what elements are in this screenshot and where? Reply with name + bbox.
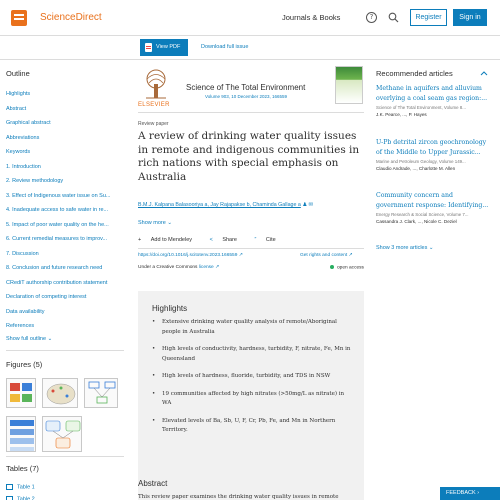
highlights-box: [138, 291, 364, 500]
table-icon: [6, 484, 13, 490]
figure-thumbnail-4[interactable]: [6, 416, 36, 452]
rec-authors: Claudio Andrade, ..., Charlotte M. Allen: [376, 166, 456, 171]
license-prefix: Under a Creative Commons: [138, 265, 198, 270]
register-button[interactable]: Register: [410, 9, 447, 26]
share-label: Share: [222, 237, 237, 243]
figure-thumbnail-3[interactable]: [84, 378, 118, 408]
tables-title: Tables (7): [6, 464, 39, 473]
view-pdf-button[interactable]: [140, 39, 188, 56]
rec-title[interactable]: U-Pb detrital zircon geochronology of the Middle to Upper Jurassic...: [376, 139, 487, 156]
cite-label: Cite: [265, 237, 276, 243]
outline-item[interactable]: 8. Conclusion and future research need: [6, 265, 103, 271]
outline-item[interactable]: References: [6, 323, 35, 329]
show-more-articles-button[interactable]: [376, 245, 434, 251]
chevron-down-icon: ⌄: [167, 220, 172, 226]
download-full-issue-link[interactable]: Download full issue: [201, 44, 249, 50]
rec-title[interactable]: Community concern and government response: Identifying...: [376, 192, 489, 209]
rec-source: Marine and Petroleum Geology, Volume 149...: [376, 159, 466, 164]
outline-item[interactable]: 7. Discussion: [6, 250, 39, 257]
show-more-label: Show more: [138, 220, 166, 226]
recommended-article-3[interactable]: [376, 191, 492, 224]
article-main: [138, 60, 364, 500]
feedback-label: FEEDBACK: [446, 490, 476, 496]
external-link-icon: ↗: [348, 253, 353, 258]
divider: [6, 350, 124, 351]
article-actions: [138, 237, 292, 243]
rec-title[interactable]: Methane in aquifers and alluvium overlying a coal seam gas region:...: [376, 85, 488, 102]
outline-title: Outline: [6, 69, 30, 78]
open-access-icon: [330, 265, 334, 269]
recommended-articles: [370, 60, 496, 500]
add-to-mendeley-button[interactable]: [138, 237, 200, 243]
figure-thumbnail-5[interactable]: [42, 416, 82, 452]
rights-link[interactable]: [300, 253, 353, 258]
outline-item[interactable]: Data availability: [6, 308, 45, 315]
outline-list: [6, 87, 126, 334]
chevron-right-icon: ›: [477, 490, 480, 496]
doi-link[interactable]: [138, 253, 243, 258]
highlight-item: • 19 communities affected by high nitrates (>50mg/L as nitrate) in WA: [152, 390, 352, 409]
divider: [138, 112, 364, 113]
table-link-1[interactable]: [6, 484, 35, 490]
author-links[interactable]: B.M.J. Kalpana Balasooriya a, Jay Rajapakse b, Chaminda Gallage a: [138, 202, 301, 208]
volume-info-link[interactable]: Volume 903, 10 December 2023, 166559: [205, 94, 288, 99]
article-toolbar: [0, 36, 500, 60]
rec-source: Science of The Total Environment, Volume 8...: [376, 105, 466, 110]
outline-item[interactable]: 1. Introduction: [6, 163, 41, 170]
doi-text: https://doi.org/10.1016/j.scitotenv.2023.166559: [138, 253, 238, 258]
highlight-item: • High levels of conductivity, hardness, turbidity, F, nitrate, Fe, Mn in Queensland: [152, 345, 352, 364]
feedback-button[interactable]: [440, 487, 500, 500]
outline-item[interactable]: 6. Current remedial measures to improv...: [6, 236, 108, 242]
journal-cover-image[interactable]: [335, 66, 363, 104]
show-full-outline-label: Show full outline: [6, 336, 47, 342]
publisher-name: ELSEVIER: [138, 102, 170, 108]
highlights-list: [152, 318, 352, 436]
table-label: Table 2: [17, 496, 35, 500]
outline-item[interactable]: 3. Effect of Indigenous water issue on Su...: [6, 192, 111, 199]
figure-thumbnail-1[interactable]: [6, 378, 36, 408]
highlight-item: • High levels of hardness, fluoride, turbidity, and TDS in NSW: [152, 372, 352, 382]
table-link-2[interactable]: [6, 496, 35, 500]
highlight-item: • Elevated levels of Ba, Sb, U, F, Cr, Pb, Fe, and Mn in Northern Territory.: [152, 417, 352, 436]
show-more-button[interactable]: [138, 220, 172, 226]
figures-title: Figures (5): [6, 360, 43, 369]
chevron-down-icon: ⌄: [47, 336, 53, 342]
journals-books-link[interactable]: Journals & Books: [282, 13, 341, 22]
search-icon[interactable]: [388, 12, 399, 23]
table-icon: [6, 496, 13, 500]
sign-in-button[interactable]: Sign in: [453, 9, 487, 26]
license-link[interactable]: license: [198, 265, 214, 270]
top-header: [0, 0, 500, 36]
view-pdf-label: View PDF: [156, 44, 181, 50]
highlight-item: • Extensive drinking water quality analysis of remote/Aboriginal people in Australia: [152, 318, 352, 337]
outline-sidebar: [0, 60, 130, 500]
journal-title-link[interactable]: Science of The Total Environment: [186, 83, 306, 92]
show-full-outline-button[interactable]: [6, 336, 52, 342]
email-icon[interactable]: ✉: [308, 202, 313, 208]
show-more-articles-label: Show 3 more articles: [376, 245, 428, 251]
outline-item[interactable]: 5. Impact of poor water quality on the he...: [6, 221, 109, 228]
rec-authors: J.K. Pearce, ..., P. Hayes: [376, 112, 427, 117]
highlights-title: Highlights: [152, 304, 188, 313]
outline-item[interactable]: Highlights: [6, 91, 31, 97]
help-icon[interactable]: ?: [366, 12, 377, 23]
outline-item[interactable]: Abbreviations: [6, 134, 40, 141]
article-title: A review of drinking water quality issues in remote and indigenous communities in rich nations with special emphasis on Australia: [138, 130, 360, 183]
abstract-title: Abstract: [138, 479, 168, 488]
external-link-icon: ↗: [238, 253, 243, 258]
authors-list: [138, 202, 364, 208]
divider: [138, 248, 364, 249]
article-type: Review paper: [138, 121, 169, 127]
recommended-article-1[interactable]: [376, 84, 492, 117]
plus-icon: +: [138, 237, 143, 243]
recommended-title: Recommended articles: [376, 69, 453, 78]
outline-item[interactable]: Declaration of competing interest: [6, 294, 87, 300]
license-info: [138, 265, 219, 270]
share-icon: <: [209, 237, 215, 243]
cite-button[interactable]: [255, 237, 284, 243]
outline-item[interactable]: 2. Review methodology: [6, 178, 64, 184]
outline-item[interactable]: 4. Inadequate access to safe water in re...: [6, 207, 109, 213]
outline-item[interactable]: Keywords: [6, 149, 31, 155]
chevron-down-icon: ⌄: [428, 245, 434, 251]
person-icon[interactable]: ♟: [302, 202, 308, 208]
rec-authors: Cassandra J. Clark, ..., Nicole C. Deziel: [376, 219, 457, 224]
share-button[interactable]: [210, 237, 245, 243]
rights-text: Get rights and content: [300, 253, 348, 258]
outline-item[interactable]: Abstract: [6, 105, 27, 112]
figure-thumbnail-2[interactable]: [42, 378, 78, 408]
sciencedirect-logo-icon[interactable]: [10, 8, 28, 28]
brand-name[interactable]: ScienceDirect: [40, 12, 102, 23]
outline-item[interactable]: Graphical abstract: [6, 120, 51, 126]
open-access-label: open access: [337, 265, 364, 271]
table-label: Table 1: [17, 484, 35, 491]
rec-source: Energy Research & Social Science, Volume 7...: [376, 212, 469, 217]
quote-icon: ”: [254, 237, 258, 243]
external-link-icon: ↗: [215, 265, 220, 270]
add-to-mendeley-label: Add to Mendeley: [150, 237, 193, 243]
chevron-up-icon[interactable]: [480, 70, 488, 76]
divider: [6, 456, 124, 457]
publication-header: [138, 66, 364, 118]
elsevier-tree-logo-icon[interactable]: [140, 68, 172, 100]
pdf-icon: [145, 43, 152, 52]
outline-item[interactable]: CRediT authorship contribution statement: [6, 279, 108, 286]
open-access-badge: [330, 265, 364, 270]
abstract-text: This review paper examines the drinking water quality issues in remote: [138, 494, 339, 500]
recommended-article-2[interactable]: [376, 138, 492, 171]
